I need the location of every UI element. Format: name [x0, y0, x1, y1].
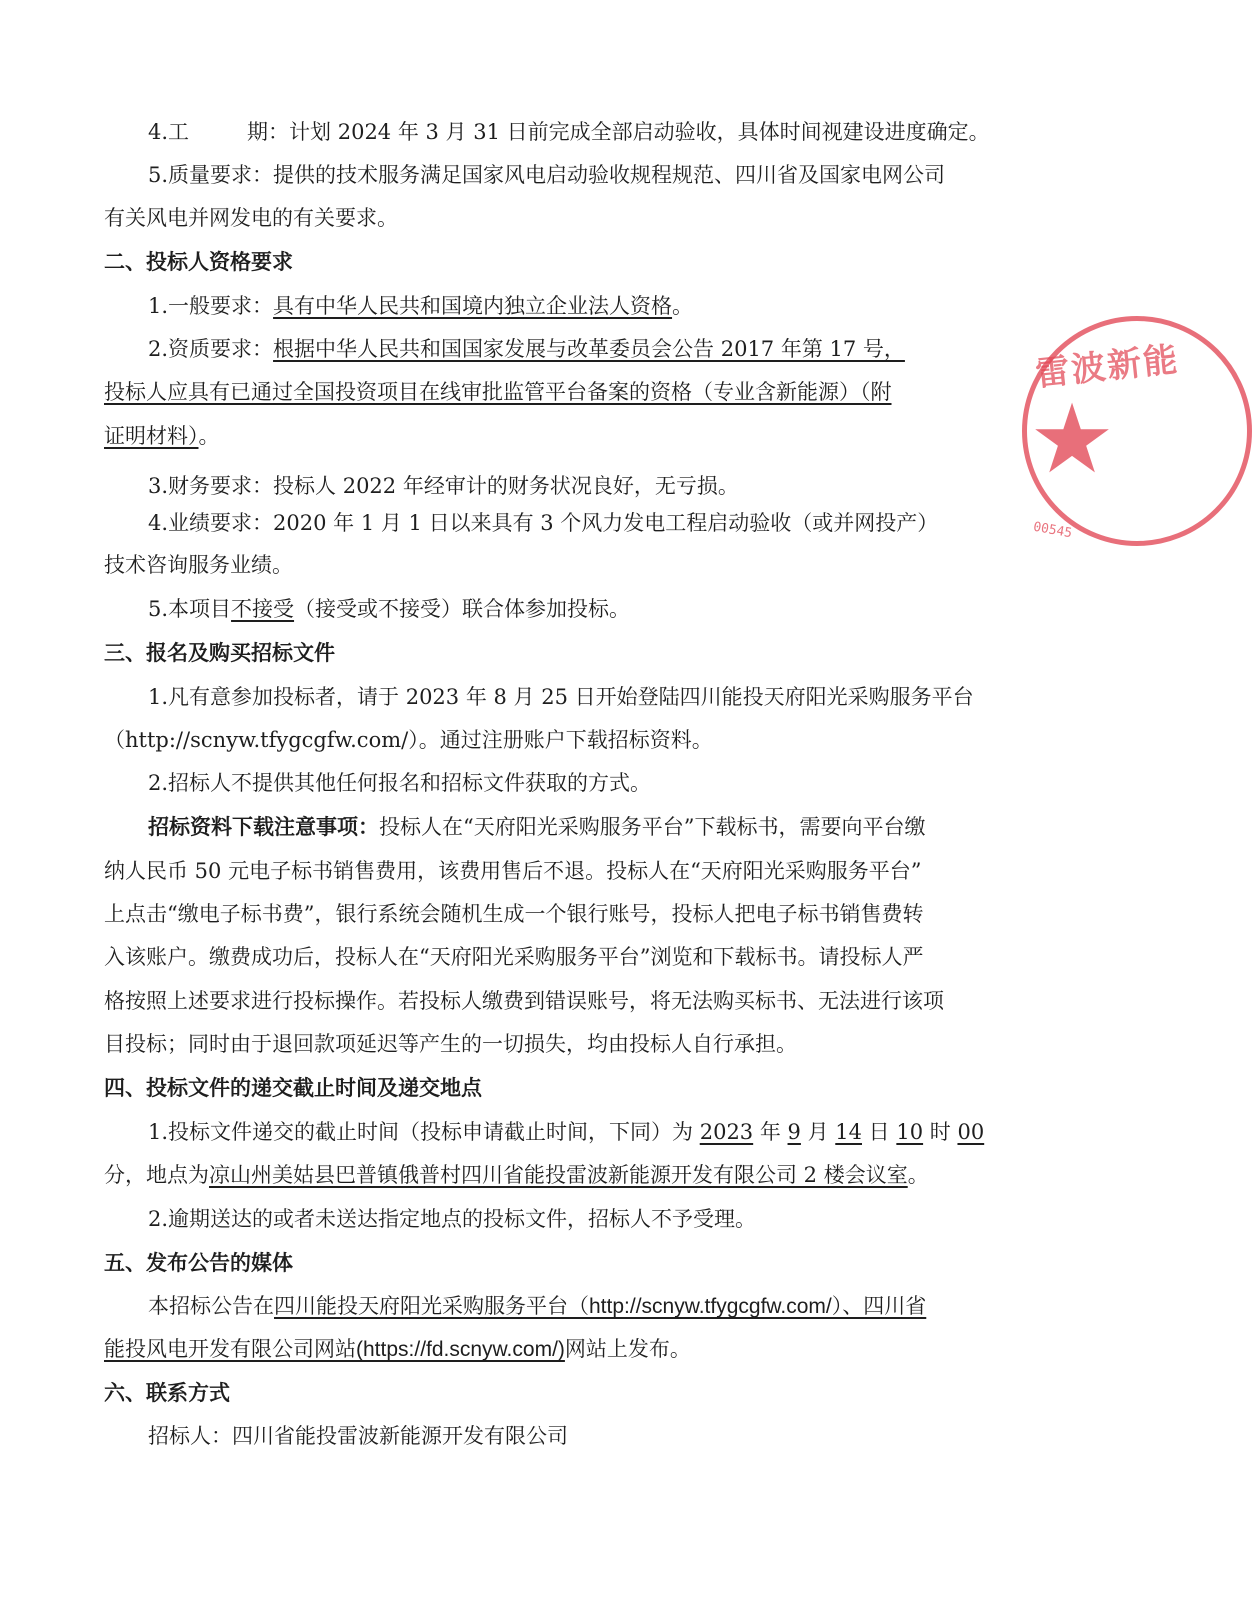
seal-star-icon: ★ [1029, 383, 1116, 495]
underlined-text: 不接受 [231, 597, 295, 621]
paragraph-media-cont [104, 1334, 691, 1365]
paragraph-consortium [148, 594, 630, 624]
paragraph-location [104, 1160, 929, 1190]
section-heading-deadline: 四、投标文件的递交截止时间及递交地点 [104, 1076, 482, 1100]
item-text: （接受或不接受）联合体参加投标。 [294, 597, 631, 621]
paragraph-registration: 1.凡有意参加投标者，请于 2023 年 8 月 25 日开始登陆四川能投天府阳光采购服务平台 [148, 685, 974, 709]
paragraph-tenderer: 招标人：四川省能投雷波新能源开发有限公司 [148, 1424, 568, 1448]
item-text: 分，地点为 [104, 1163, 209, 1187]
item-text: 投标人在“天府阳光采购服务平台”下载标书，需要向平台缴 [379, 815, 926, 839]
bold-label: 招标资料下载注意事项： [148, 815, 379, 839]
item-text: 期：计划 2024 年 3 月 31 日前完成全部启动验收，具体时间视建设进度确定。 [247, 120, 990, 144]
item-text: 时 [923, 1120, 958, 1144]
item-text: 。 [198, 424, 220, 448]
underlined-text: 具有中华人民共和国境内独立企业法人资格 [273, 294, 673, 318]
paragraph-no-other-method: 2.招标人不提供其他任何报名和招标文件获取的方式。 [148, 771, 652, 795]
item-label: 4.工 [148, 120, 190, 144]
deadline-month: 9 [787, 1120, 801, 1144]
underlined-text: 根据中华人民共和国国家发展与改革委员会公告 2017 年第 17 号， [273, 337, 905, 361]
section-heading-registration: 三、报名及购买招标文件 [104, 641, 335, 665]
item-text: 年 [753, 1120, 788, 1144]
paragraph-performance: 4.业绩要求：2020 年 1 月 1 日以来具有 3 个风力发电工程启动验收（或并网投产） [148, 511, 939, 535]
seal-number: 00545 [1031, 519, 1074, 542]
item-label: 2.资质要求： [148, 337, 274, 361]
deadline-minute: 00 [957, 1120, 985, 1144]
paragraph-download-notes-3: 上点击“缴电子标书费”，银行系统会随机生成一个银行账号，投标人把电子标书销售费转 [104, 902, 924, 926]
paragraph-media [148, 1291, 926, 1322]
platform-link[interactable]: 四川能投天府阳光采购服务平台（http://scnyw.tfygcgfw.com/）、四川省 [274, 1295, 927, 1318]
paragraph-download-notes-6: 目投标；同时由于退回款项延迟等产生的一切损失，均由投标人自行承担。 [104, 1032, 797, 1056]
underlined-text: 凉山州美姑县巴普镇俄普村四川省能投雷波新能源开发有限公司 2 楼会议室 [209, 1163, 908, 1187]
paragraph-download-notes-4: 入该账户。缴费成功后，投标人在“天府阳光采购服务平台”浏览和下载标书。请投标人严 [104, 945, 924, 969]
paragraph-financial: 3.财务要求：投标人 2022 年经审计的财务状况良好，无亏损。 [148, 474, 739, 498]
paragraph-deadline [148, 1117, 984, 1147]
item-label: 5.本项目 [148, 597, 232, 621]
seal-text: 雷波新能 [1033, 339, 1182, 395]
paragraph-performance-cont: 技术咨询服务业绩。 [104, 553, 293, 577]
item-text: 。 [907, 1163, 929, 1187]
company-website-link[interactable]: 能投风电开发有限公司网站(https://fd.scnyw.com/) [104, 1338, 565, 1361]
item-text: 网站上发布。 [564, 1337, 691, 1361]
section-heading-contact: 六、联系方式 [104, 1381, 230, 1405]
underlined-text: 证明材料） [104, 424, 199, 448]
section-heading-qualification: 二、投标人资格要求 [104, 250, 293, 274]
deadline-year: 2023 [699, 1120, 754, 1144]
paragraph-qualification-cont [104, 377, 892, 407]
paragraph-quality-cont: 有关风电并网发电的有关要求。 [104, 206, 398, 230]
item-text: 本招标公告在 [148, 1294, 274, 1318]
item-text: 日 [862, 1120, 897, 1144]
paragraph-registration-url: （http://scnyw.tfygcgfw.com/）。通过注册账户下载招标资料。 [104, 728, 713, 752]
paragraph-download-notes-5: 格按照上述要求进行投标操作。若投标人缴费到错误账号，将无法购买标书、无法进行该项 [104, 989, 944, 1013]
item-text: 月 [800, 1120, 836, 1144]
company-seal [1022, 316, 1252, 546]
paragraph-quality: 5.质量要求：提供的技术服务满足国家风电启动验收规程规范、四川省及国家电网公司 [148, 163, 946, 187]
item-text: 1.投标文件递交的截止时间（投标申请截止时间，下同）为 [148, 1120, 700, 1144]
item-text: 。 [672, 294, 694, 318]
underlined-text: 投标人应具有已通过全国投资项目在线审批监管平台备案的资格（专业含新能源）（附 [104, 380, 892, 404]
paragraph-qualification [148, 334, 905, 364]
paragraph-qualification-end [104, 421, 220, 451]
paragraph-schedule [148, 117, 990, 147]
paragraph-download-notes [148, 812, 925, 842]
paragraph-late-submission: 2.逾期送达的或者未送达指定地点的投标文件，招标人不予受理。 [148, 1207, 757, 1231]
deadline-hour: 10 [896, 1120, 924, 1144]
paragraph-download-notes-2: 纳人民币 50 元电子标书销售费用，该费用售后不退。投标人在“天府阳光采购服务平台” [104, 859, 922, 883]
paragraph-general-requirement [148, 291, 693, 321]
deadline-day: 14 [835, 1120, 862, 1144]
section-heading-media: 五、发布公告的媒体 [104, 1251, 293, 1275]
item-label: 1.一般要求： [148, 294, 274, 318]
